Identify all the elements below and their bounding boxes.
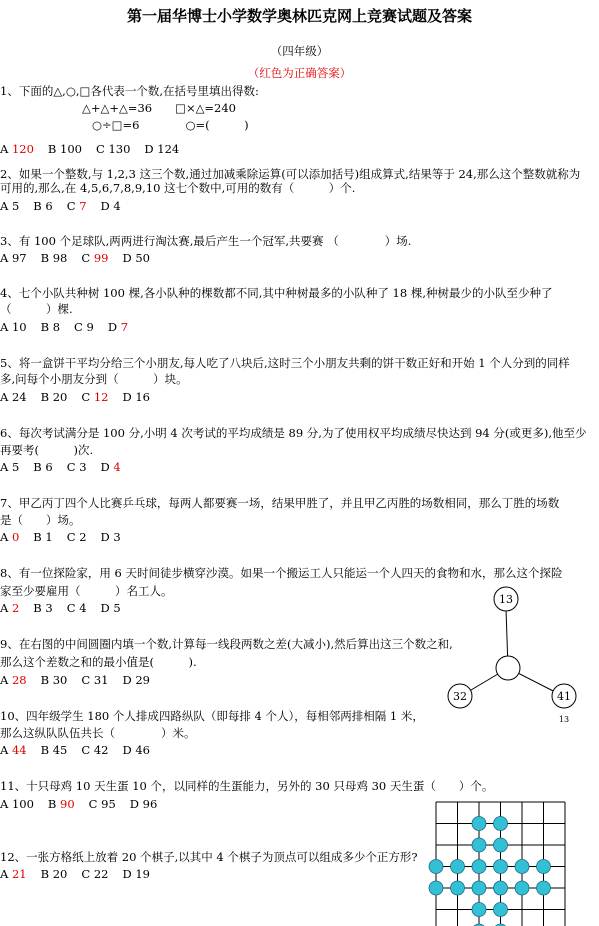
- q11-options: [0, 797, 171, 811]
- option-letter: D: [122, 743, 136, 757]
- option-letter: A: [0, 673, 12, 687]
- option-c: [89, 797, 116, 811]
- option-letter: C: [81, 673, 94, 687]
- option-d: [108, 320, 128, 334]
- q9-text-2: 那么这个差数之和的最小值是( ).: [0, 655, 197, 669]
- q1-options: [0, 142, 193, 156]
- option-letter: B: [33, 530, 46, 544]
- q1-text-3: ○÷□=6 ○=( ): [92, 118, 249, 132]
- q5-options: [0, 390, 164, 404]
- option-value: 45: [52, 743, 68, 757]
- option-letter: C: [81, 867, 94, 881]
- option-letter: B: [40, 867, 53, 881]
- option-letter: C: [66, 199, 80, 213]
- chess-piece: [537, 860, 551, 874]
- option-value: 99: [93, 251, 109, 265]
- chess-piece: [472, 838, 486, 852]
- option-b: [33, 460, 52, 474]
- option-letter: C: [66, 601, 80, 615]
- option-c: [74, 320, 94, 334]
- q5-text-2: 多,问每个小朋友分到（ ）块。: [0, 372, 188, 386]
- option-letter: C: [66, 460, 80, 474]
- option-value: 120: [11, 142, 34, 156]
- option-letter: B: [40, 673, 53, 687]
- q1-text-2: △+△+△=36 □×△=240: [82, 101, 237, 115]
- option-value: 90: [60, 797, 75, 811]
- option-letter: B: [40, 320, 53, 334]
- q11-text-1: 11、十只母鸡 10 天生蛋 10 个，以同样的生蛋能力，另外的 30 只母鸡 30 天生蛋（ ）个。: [0, 779, 494, 793]
- option-b: [41, 390, 68, 404]
- option-b: [41, 867, 68, 881]
- option-letter: D: [100, 199, 114, 213]
- option-value: 2: [11, 601, 20, 615]
- option-letter: C: [81, 390, 94, 404]
- q8-text-1: 8、有一位探险家，用 6 天时间徒步横穿沙漠。如果一个搬运工人只能运一个人四天的食物和水，那么这个探险: [0, 566, 563, 580]
- q9-figure: [440, 585, 590, 735]
- option-d: [122, 390, 150, 404]
- option-a: [0, 460, 19, 474]
- option-c: [67, 460, 87, 474]
- option-c: [81, 251, 108, 265]
- option-a: [0, 142, 34, 156]
- q1-text-1: 1、下面的△,○,□各代表一个数,在括号里填出得数:: [0, 84, 259, 98]
- option-value: 3: [45, 601, 53, 615]
- q4-text-2: （ ）棵.: [0, 302, 73, 316]
- chess-piece: [472, 817, 486, 831]
- option-b: [41, 320, 60, 334]
- chess-piece: [429, 881, 443, 895]
- option-letter: D: [107, 320, 121, 334]
- option-letter: D: [100, 601, 114, 615]
- option-value: 22: [93, 867, 109, 881]
- option-letter: C: [74, 320, 87, 334]
- q9-label-left: 32: [453, 690, 467, 703]
- option-letter: B: [33, 460, 46, 474]
- option-b: [48, 797, 75, 811]
- option-d: [101, 530, 121, 544]
- q8-options: [0, 601, 135, 615]
- option-letter: B: [47, 142, 61, 156]
- option-value: 1: [45, 530, 53, 544]
- option-value: 100: [11, 797, 34, 811]
- option-letter: A: [0, 142, 12, 156]
- option-value: 0: [11, 530, 20, 544]
- option-a: [0, 743, 27, 757]
- q7-text-2: 是（ ）场。: [0, 513, 81, 527]
- chess-piece: [494, 903, 508, 917]
- grade-label: （四年级）: [270, 44, 329, 58]
- q2-options: [0, 199, 135, 213]
- option-value: 6: [45, 199, 53, 213]
- option-letter: A: [0, 743, 12, 757]
- option-letter: A: [0, 199, 12, 213]
- q9-node-center: [496, 656, 520, 680]
- page-title: 第一届华博士小学数学奥林匹克网上竞赛试题及答案: [126, 7, 472, 25]
- option-d: [122, 743, 150, 757]
- option-value: 10: [11, 320, 27, 334]
- option-letter: A: [0, 867, 12, 881]
- option-value: 9: [86, 320, 94, 334]
- q6-text-1: 6、每次考试满分是 100 分,小明 4 次考试的平均成绩是 89 分,为了使用权平均成绩尽快达到 94 分(或更多),他至少: [0, 426, 587, 440]
- q9-options: [0, 673, 164, 687]
- option-value: 28: [11, 673, 27, 687]
- option-value: 4: [79, 601, 87, 615]
- option-letter: A: [0, 601, 12, 615]
- q5-text-1: 5、将一盒饼干平均分给三个小朋友,每人吃了八块后,这时三个小朋友共剩的饼干数正好和开始 1 个人分到的同样: [0, 356, 570, 370]
- q2-text-2: 可用的,那么,在 4,5,6,7,8,9,10 这七个数中,可用的数有（ ）个.: [0, 181, 356, 195]
- chess-piece: [494, 860, 508, 874]
- option-value: 21: [11, 867, 27, 881]
- option-c: [67, 199, 87, 213]
- option-value: 5: [113, 601, 121, 615]
- chess-piece: [451, 860, 465, 874]
- option-a: [0, 673, 27, 687]
- option-value: 46: [135, 743, 150, 757]
- q8-text-2: 家至少要雇用（ ）名工人。: [0, 584, 173, 598]
- option-value: 96: [142, 797, 158, 811]
- option-d: [130, 797, 158, 811]
- option-b: [33, 530, 52, 544]
- option-letter: B: [33, 199, 46, 213]
- option-letter: B: [40, 251, 53, 265]
- option-a: [0, 390, 27, 404]
- option-c: [81, 673, 108, 687]
- option-value: 16: [135, 390, 150, 404]
- option-letter: D: [129, 797, 143, 811]
- option-value: 5: [11, 460, 20, 474]
- chess-piece: [515, 881, 529, 895]
- option-value: 95: [101, 797, 116, 811]
- option-d: [101, 601, 121, 615]
- option-value: 100: [60, 142, 82, 156]
- q9-label-right: 41: [557, 690, 571, 703]
- option-a: [0, 320, 27, 334]
- chess-piece: [451, 881, 465, 895]
- option-value: 31: [93, 673, 109, 687]
- option-b: [41, 673, 68, 687]
- option-value: 20: [52, 867, 68, 881]
- option-value: 6: [45, 460, 53, 474]
- option-letter: B: [40, 390, 53, 404]
- q10-text-2: 那么这纵队队伍共长（ ）米。: [0, 726, 196, 740]
- answer-note: （红色为正确答案）: [247, 66, 352, 80]
- option-value: 7: [120, 320, 129, 334]
- option-value: 4: [113, 199, 121, 213]
- option-letter: C: [81, 251, 94, 265]
- q10-text-1: 10、四年级学生 180 个人排成四路纵队（即每排 4 个人），每相邻两排相隔 1 米，: [0, 709, 424, 723]
- option-d: [122, 867, 150, 881]
- option-d: [122, 251, 150, 265]
- q10-options: [0, 743, 164, 757]
- q4-options: [0, 320, 142, 334]
- option-value: 12: [93, 390, 109, 404]
- q7-options: [0, 530, 135, 544]
- q7-text-1: 7、甲乙丙丁四个人比赛乒乓球，每两人都要赛一场，结果甲胜了，并且甲乙丙胜的场数相同，那么丁胜的场数: [0, 496, 560, 510]
- option-a: [0, 797, 34, 811]
- q12-text-1: 12、一张方格纸上放着 20 个棋子,以其中 4 个棋子为顶点可以组成多少个正方形?: [0, 850, 418, 864]
- option-value: 2: [79, 530, 87, 544]
- option-value: 20: [52, 390, 68, 404]
- option-value: 7: [79, 199, 87, 213]
- chess-piece: [472, 903, 486, 917]
- option-value: 30: [52, 673, 68, 687]
- option-letter: D: [122, 673, 136, 687]
- option-b: [48, 142, 82, 156]
- q9-caption: 13: [558, 715, 570, 724]
- q3-text-1: 3、有 100 个足球队,两两进行淘汰赛,最后产生一个冠军,共要赛 （ ）场.: [0, 234, 412, 248]
- option-value: 3: [79, 460, 87, 474]
- q12-grid-figure: [428, 796, 578, 926]
- option-letter: A: [0, 320, 12, 334]
- option-letter: B: [33, 601, 46, 615]
- option-d: [101, 199, 121, 213]
- q9-text-1: 9、在右图的中间圆圈内填一个数,计算每一线段两数之差(大减小),然后算出这三个数之和,: [0, 637, 453, 651]
- option-c: [67, 601, 87, 615]
- option-letter: C: [66, 530, 80, 544]
- option-c: [67, 530, 87, 544]
- option-a: [0, 251, 27, 265]
- option-b: [41, 251, 68, 265]
- chess-piece: [515, 860, 529, 874]
- option-letter: D: [100, 530, 114, 544]
- option-letter: D: [144, 142, 158, 156]
- chess-piece: [472, 860, 486, 874]
- option-a: [0, 199, 19, 213]
- option-letter: A: [0, 797, 12, 811]
- option-c: [81, 867, 108, 881]
- option-c: [81, 743, 108, 757]
- option-value: 98: [52, 251, 68, 265]
- option-value: 19: [135, 867, 150, 881]
- option-value: 124: [157, 142, 180, 156]
- option-c: [81, 390, 108, 404]
- option-letter: A: [0, 390, 12, 404]
- option-letter: B: [40, 743, 53, 757]
- option-value: 24: [11, 390, 27, 404]
- q6-options: [0, 460, 135, 474]
- option-letter: A: [0, 251, 12, 265]
- option-value: 42: [93, 743, 109, 757]
- option-letter: C: [95, 142, 109, 156]
- chess-piece: [494, 817, 508, 831]
- chess-piece: [537, 881, 551, 895]
- option-letter: D: [122, 251, 136, 265]
- option-letter: A: [0, 530, 12, 544]
- option-letter: A: [0, 460, 12, 474]
- option-c: [96, 142, 130, 156]
- option-b: [41, 743, 68, 757]
- option-value: 130: [108, 142, 131, 156]
- q2-text-1: 2、如果一个整数,与 1,2,3 这三个数,通过加减乘除运算(可以添加括号)组成算式,结果等于 24,那么这个整数就称为: [0, 167, 581, 181]
- option-a: [0, 601, 19, 615]
- option-value: 3: [113, 530, 121, 544]
- option-letter: B: [47, 797, 61, 811]
- chess-piece: [494, 838, 508, 852]
- option-a: [0, 867, 27, 881]
- option-value: 97: [11, 251, 27, 265]
- option-a: [0, 530, 19, 544]
- option-letter: D: [122, 390, 136, 404]
- option-value: 5: [11, 199, 20, 213]
- q3-options: [0, 251, 164, 265]
- option-d: [144, 142, 179, 156]
- option-value: 4: [113, 460, 121, 474]
- chess-piece: [429, 860, 443, 874]
- option-letter: C: [88, 797, 102, 811]
- chess-piece: [494, 881, 508, 895]
- option-d: [101, 460, 121, 474]
- option-value: 29: [135, 673, 150, 687]
- chess-piece: [472, 881, 486, 895]
- option-b: [33, 601, 52, 615]
- q9-label-top: 13: [499, 593, 513, 606]
- q4-text-1: 4、七个小队共种树 100 棵,各小队种的棵数都不同,其中种树最多的小队种了 18 棵,种树最少的小队至少种了: [0, 286, 553, 300]
- option-b: [33, 199, 52, 213]
- option-letter: C: [81, 743, 94, 757]
- q6-text-2: 再要考( )次.: [0, 443, 94, 457]
- q12-options: [0, 867, 164, 881]
- option-d: [122, 673, 150, 687]
- option-letter: D: [100, 460, 114, 474]
- option-value: 50: [135, 251, 150, 265]
- option-value: 44: [11, 743, 27, 757]
- option-letter: D: [122, 867, 136, 881]
- option-value: 8: [52, 320, 61, 334]
